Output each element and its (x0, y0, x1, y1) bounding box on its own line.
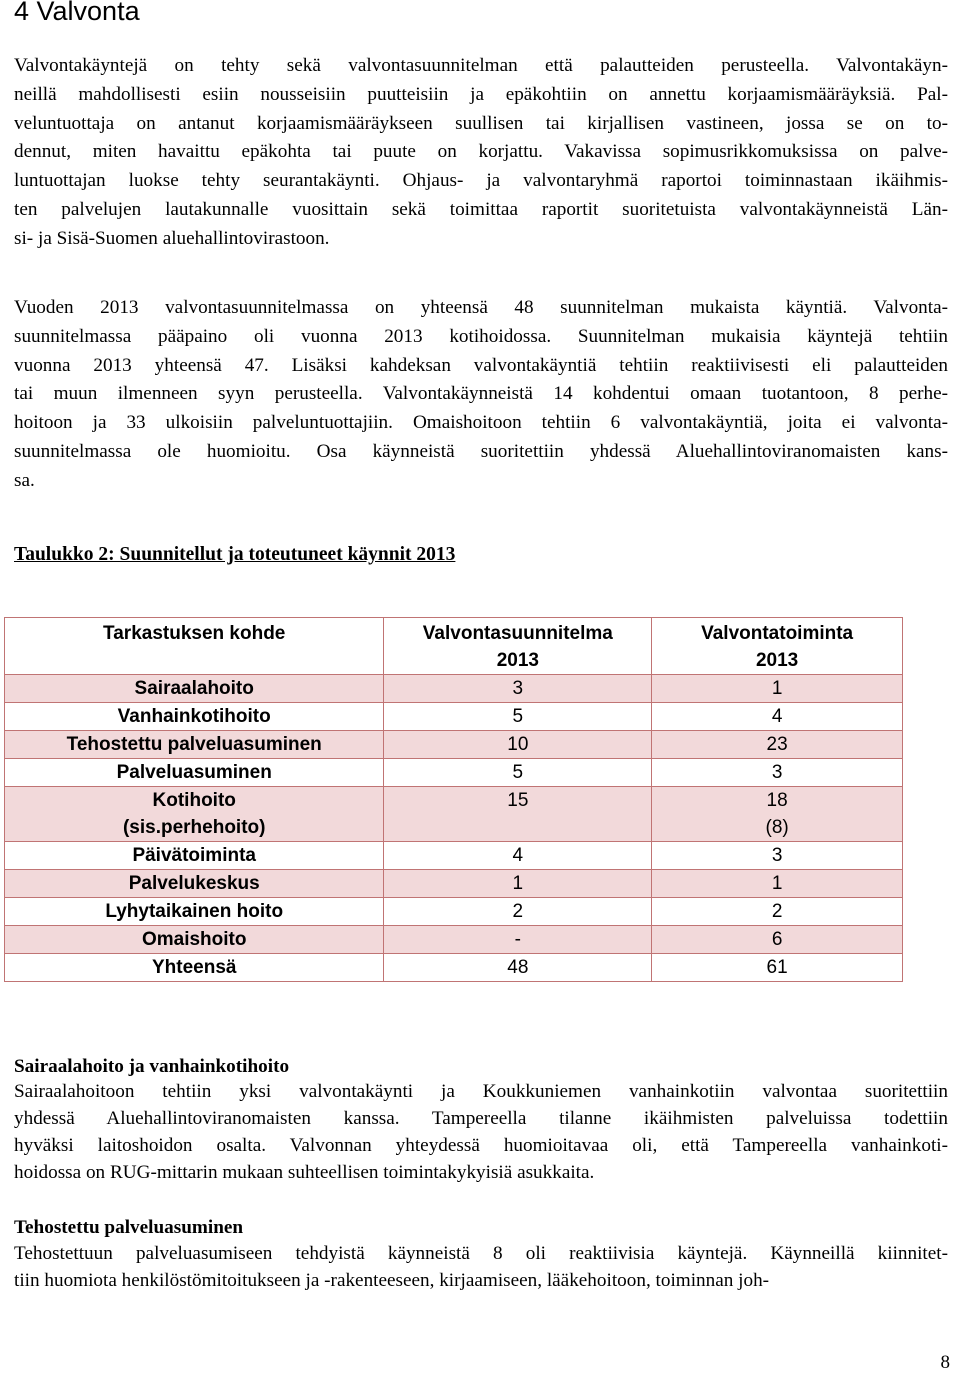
cell-text: 6 (771, 929, 783, 950)
cell-text: 15 (507, 790, 529, 811)
cell-text: 61 (766, 957, 788, 978)
text-line: hyväksi laitoshoidon osalta. Valvonnan yhteydessä huomioitavaa oli, että Tampereella vanhainkoti- (14, 1135, 948, 1156)
cell-text: 4 (771, 706, 783, 727)
text-line: Tehostettuun palveluasumiseen tehdyistä käynneistä 8 oli reaktiivisia käyntejä. Käynneillä kiinnitet- (14, 1243, 948, 1264)
cell-text: 2013 (496, 650, 539, 671)
text-line: suunnitelmassa ole huomioitu. Osa käynneistä suoritettiin yhdessä Aluehallintoviranomaisten kans- (14, 440, 948, 462)
cell-plan (384, 870, 652, 898)
cell-text: 2 (512, 901, 524, 922)
section-heading: 4 Valvonta (14, 0, 140, 26)
cell-plan (384, 787, 652, 842)
header-actual (652, 618, 903, 675)
paragraph-intro (14, 52, 948, 254)
cell-text: 5 (512, 762, 524, 783)
table-caption: Taulukko 2: Suunnitellut ja toteutuneet käynnit 2013 (14, 544, 456, 565)
cell-name (5, 759, 384, 787)
table-row (5, 954, 903, 982)
text-line: tiin huomiota henkilöstömitoitukseen ja -rakenteeseen, kirjaamiseen, lääkehoitoon, toiminnan joh- (14, 1270, 770, 1291)
header-plan (384, 618, 652, 675)
cell-actual (652, 898, 903, 926)
cell-plan (384, 675, 652, 703)
cell-text: - (514, 929, 521, 950)
text-line: Sairaalahoitoon tehtiin yksi valvontakäynti ja Koukkuniemen vanhainkotiin valvontaa suoritettiin (14, 1081, 948, 1102)
text-line: si- ja Sisä-Suomen aluehallintovirastoon. (14, 227, 330, 249)
cell-text: Tehostettu palveluasuminen (66, 734, 322, 755)
cell-text: 1 (771, 873, 783, 894)
cell-text: (8) (765, 817, 789, 838)
cell-actual (652, 703, 903, 731)
cell-actual (652, 842, 903, 870)
cell-text: Kotihoito (152, 790, 236, 811)
cell-text: 18 (766, 790, 788, 811)
cell-actual (652, 926, 903, 954)
text-line: Vuoden 2013 valvontasuunnitelmassa on yhteensä 48 suunnitelman mukaista käyntiä. Valvonta- (14, 297, 948, 318)
cell-name (5, 787, 384, 842)
cell-name (5, 703, 384, 731)
cell-text: Valvontatoiminta (701, 623, 854, 644)
cell-text: 1 (771, 678, 783, 699)
cell-text: 2 (771, 901, 783, 922)
cell-name (5, 870, 384, 898)
cell-text: 3 (771, 762, 783, 783)
cell-plan (384, 926, 652, 954)
cell-plan (384, 842, 652, 870)
cell-name (5, 926, 384, 954)
text-line: luntuottajan luokse tehty seurantakäynti. Ohjaus- ja valvontaryhmä raportoi toiminnastaan ikäihmis- (14, 170, 948, 192)
table-row (5, 759, 903, 787)
cell-actual (652, 954, 903, 982)
cell-text: 10 (507, 734, 529, 755)
cell-plan (384, 759, 652, 787)
table-row (5, 787, 903, 842)
table-row (5, 703, 903, 731)
visits-table (4, 617, 903, 982)
text-line: tai muun ilmenneen syyn perusteella. Valvontakäynneistä 14 kohdentui omaan tuotantoon, 8 perhe- (14, 383, 948, 405)
text-line: hoidossa on RUG-mittarin mukaan suhteellisen toimintakykyisiä asukkaita. (14, 1162, 595, 1183)
text-line: veluntuottaja on antanut korjaamismääräykseen suullisen tai kirjallisen vastineen, jossa se on to- (14, 112, 948, 134)
text-line: vuonna 2013 yhteensä 47. Lisäksi kahdeksan valvontakäyntiä tehtiin reaktiivisesti eli palautteiden (14, 354, 948, 376)
text-line: neillä mahdollisesti esiin nousseisiin puutteisiin ja epäkohtiin on annettu korjaamismääräyksiä. Pal- (14, 83, 948, 105)
cell-text: Yhteensä (151, 957, 237, 978)
cell-text: Palvelukeskus (128, 873, 260, 894)
cell-text: Palveluasuminen (116, 762, 272, 783)
text-line: hoitoon ja 33 ulkoisiin palveluntuottajiin. Omaishoitoon tehtiin 6 valvontakäyntiä, joita ei valvonta- (14, 412, 948, 434)
cell-name (5, 898, 384, 926)
cell-actual (652, 870, 903, 898)
subheading-enhanced-housing: Tehostettu palveluasuminen (14, 1217, 244, 1238)
paragraph-hospital-care (14, 1078, 948, 1186)
cell-actual (652, 675, 903, 703)
cell-plan (384, 954, 652, 982)
cell-plan (384, 703, 652, 731)
text-line: suunnitelmassa pääpaino oli vuonna 2013 kotihoidossa. Suunnitelman mukaisia käyntejä tehtiin (14, 325, 948, 347)
cell-text: 48 (507, 957, 529, 978)
cell-text: Lyhytaikainen hoito (105, 901, 284, 922)
cell-text: 3 (512, 678, 524, 699)
cell-plan (384, 731, 652, 759)
cell-text: (sis.perhehoito) (122, 817, 266, 838)
table-row (5, 870, 903, 898)
page-number: 8 (940, 1352, 950, 1373)
cell-name (5, 731, 384, 759)
cell-text: 1 (512, 873, 524, 894)
cell-text: Päivätoiminta (132, 845, 256, 866)
cell-name (5, 954, 384, 982)
cell-text: 23 (766, 734, 788, 755)
cell-text: 4 (512, 845, 524, 866)
header-target (5, 618, 384, 675)
cell-text: 5 (512, 706, 524, 727)
cell-text: Sairaalahoito (134, 678, 254, 699)
table-row (5, 842, 903, 870)
cell-text: Vanhainkotihoito (117, 706, 271, 727)
text-line: yhdessä Aluehallintoviranomaisten kanssa. Tampereella tilanne ikäihmisten palveluissa todettiin (14, 1108, 948, 1129)
cell-name (5, 675, 384, 703)
cell-text: 3 (771, 845, 783, 866)
cell-actual (652, 759, 903, 787)
text-line: dennut, miten havaittu epäkohta tai puute on korjattu. Vakavissa sopimusrikkomuksissa on palve- (14, 141, 948, 163)
cell-text: 2013 (755, 650, 799, 671)
cell-text: Valvontasuunnitelma (422, 623, 613, 644)
table-row (5, 898, 903, 926)
text-line: Valvontakäyntejä on tehty sekä valvontasuunnitelman että palautteiden perusteella. Valvontakäyn- (14, 55, 948, 76)
cell-actual (652, 731, 903, 759)
paragraph-plan (14, 294, 948, 496)
cell-text: Tarkastuksen kohde (103, 623, 286, 644)
text-line: sa. (14, 469, 35, 491)
paragraph-enhanced-housing (14, 1240, 948, 1294)
text-line: ten palvelujen lautakunnalle vuosittain sekä toimittaa raportit suoritetuista valvontakäynneistä Län- (14, 198, 948, 220)
cell-text: Omaishoito (141, 929, 247, 950)
cell-name (5, 842, 384, 870)
cell-plan (384, 898, 652, 926)
table-row (5, 675, 903, 703)
table-row (5, 731, 903, 759)
table-header-row (5, 618, 903, 675)
table-row (5, 926, 903, 954)
subheading-hospital-care: Sairaalahoito ja vanhainkotihoito (14, 1056, 290, 1077)
cell-actual (652, 787, 903, 842)
